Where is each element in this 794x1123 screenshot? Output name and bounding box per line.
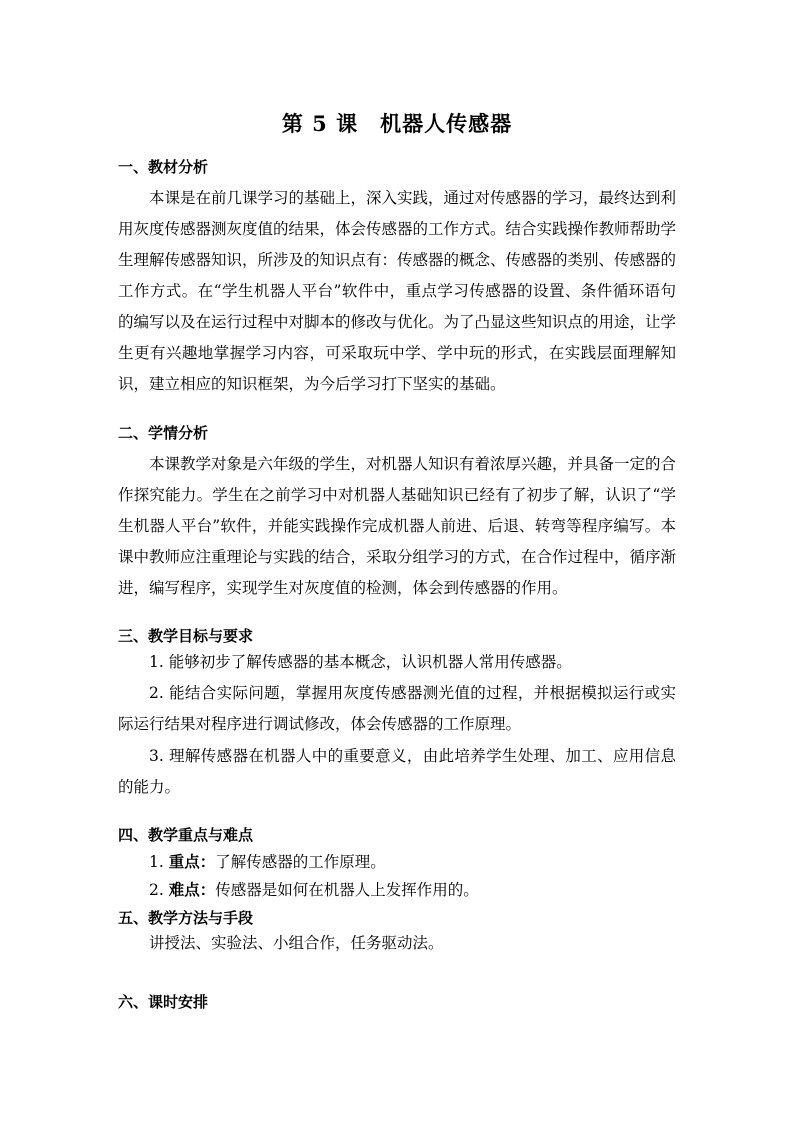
difficult-point-number: 2. bbox=[149, 881, 169, 899]
difficult-point-text: 传感器是如何在机器人上发挥作用的。 bbox=[215, 881, 479, 899]
key-point-item bbox=[118, 849, 676, 875]
section-paragraph-teaching-methods: 讲授法、实验法、小组合作，任务驱动法。 bbox=[149, 934, 444, 952]
goal-item: 1. 能够初步了解传感器的基本概念，认识机器人常用传感器。 bbox=[149, 653, 572, 671]
section-heading-key-difficult-points: 四、教学重点与难点 bbox=[118, 826, 254, 844]
difficult-point-item bbox=[118, 877, 676, 903]
section-paragraph-materials-analysis: 本课是在前几课学习的基础上，深入实践，通过对传感器的学习，最终达到利用灰度传感器测灰度值的结果，体会传感器的工作方式。结合实践操作教师帮助学生理解传感器知识，所涉及的知识点有：传感器的概念、传感器的类别、传感器的工作方式。在“学生机器人平台”软件中，重点学习传感器的设置、条件循环语句的编写以及在运行过程中对脚本的修改与优化。为了凸显这些知识点的用途，让学生更有兴趣地掌握学习内容，可采取玩中学、学中玩的形式，在实践层面理解知识，建立相应的知识框架，为今后学习打下坚实的基础。 bbox=[118, 189, 677, 393]
page-title: 第 5 课 机器人传感器 bbox=[281, 111, 513, 136]
section-heading-teaching-methods: 五、教学方法与手段 bbox=[118, 909, 254, 927]
section-heading-teaching-goals: 三、教学目标与要求 bbox=[118, 627, 254, 645]
section-heading-materials-analysis: 一、教材分析 bbox=[118, 158, 209, 176]
difficult-point-label: 难点： bbox=[168, 880, 216, 899]
section-paragraph-learner-analysis: 本课教学对象是六年级的学生，对机器人知识有着浓厚兴趣，并具备一定的合作探究能力。学生在之前学习中对机器人基础知识已经有了初步了解，认识了“学生机器人平台”软件，并能实践操作完成机器人前进、后退、转弯等程序编写。本课中教师应注重理论与实践的结合，采取分组学习的方式，在合作过程中，循序渐进，编写程序，实现学生对灰度值的检测，体会到传感器的作用。 bbox=[118, 455, 677, 597]
section-heading-learner-analysis: 二、学情分析 bbox=[118, 424, 209, 442]
goal-item: 2. 能结合实际问题，掌握用灰度传感器测光值的过程，并根据模拟运行或实际运行结果对程序进行调试修改，体会传感器的工作原理。 bbox=[118, 684, 676, 733]
goal-item: 3. 理解传感器在机器人中的重要意义，由此培养学生处理、加工、应用信息的能力。 bbox=[118, 747, 676, 796]
key-point-number: 1. bbox=[149, 853, 169, 871]
key-point-text: 了解传感器的工作原理。 bbox=[215, 853, 386, 871]
section-heading-class-hours: 六、课时安排 bbox=[118, 993, 209, 1011]
key-point-label: 重点： bbox=[168, 852, 216, 871]
